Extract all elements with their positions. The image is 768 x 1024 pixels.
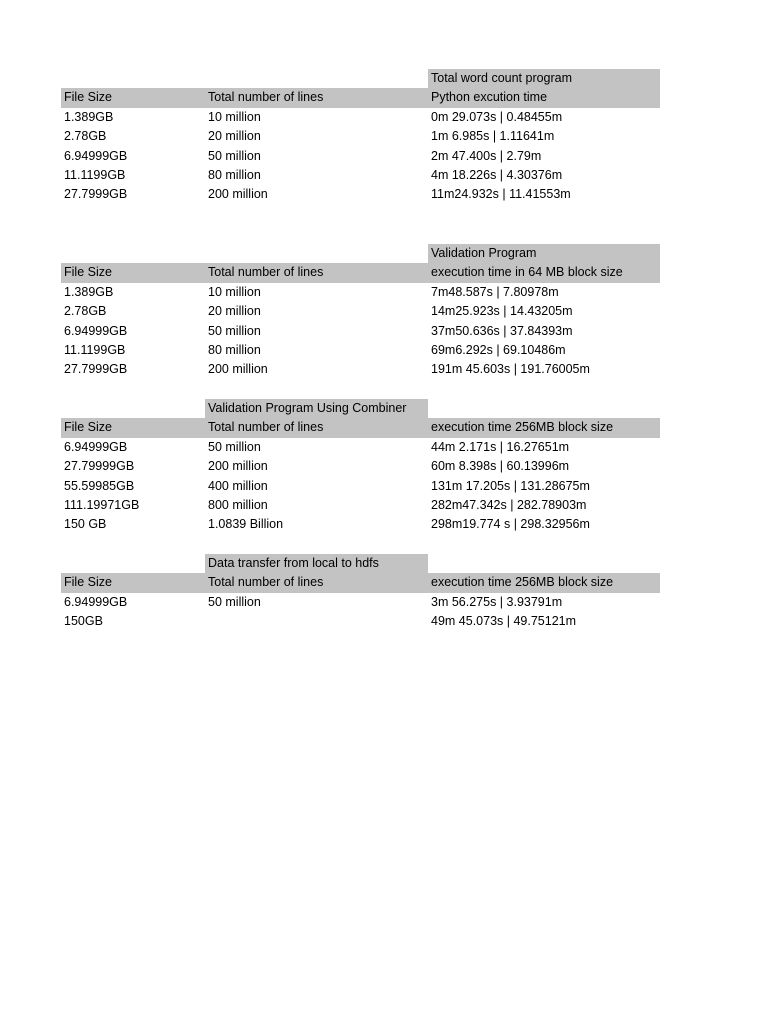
section-title: Total word count program [428, 69, 660, 88]
header-file-size: File Size [61, 418, 205, 437]
table-row [61, 185, 660, 204]
table-row [61, 593, 660, 612]
file-size-cell: 27.7999GB [64, 362, 128, 377]
lines-cell: 400 million [208, 478, 268, 493]
time-cell: 37m50.636s | 37.84393m [431, 323, 573, 338]
file-size-cell: 111.19971GB [64, 498, 140, 512]
header-total-lines: Total number of lines [205, 418, 428, 437]
lines-cell: 1.0839 Billion [208, 517, 284, 532]
file-size-cell: 27.79999GB [64, 459, 135, 474]
lines-cell: 50 million [208, 439, 261, 454]
time-cell: 0m 29.073s | 0.48455m [431, 109, 563, 124]
time-cell: 60m 8.398s | 60.13996m [431, 459, 570, 474]
file-size-cell: 2.78GB [64, 304, 107, 319]
file-size-cell: 6.94999GB [64, 439, 128, 454]
section-4-header-row [61, 573, 660, 592]
table-row [61, 127, 660, 146]
header-file-size: File Size [61, 573, 205, 592]
table-row [61, 302, 660, 321]
section-4-title-row [61, 554, 660, 573]
table-row [61, 283, 660, 302]
section-3-header-row [61, 418, 660, 437]
lines-cell: 200 million [208, 187, 268, 202]
lines-cell: 10 million [208, 284, 261, 299]
time-cell: 49m 45.073s | 49.75121m [431, 614, 577, 629]
file-size-cell: 27.7999GB [64, 187, 128, 202]
file-size-cell: 2.78GB [64, 129, 107, 144]
time-cell: 191m 45.603s | 191.76005m [431, 362, 590, 377]
time-cell: 44m 2.171s | 16.27651m [431, 439, 570, 454]
header-execution-time: execution time 256MB block size [428, 573, 660, 592]
lines-cell: 80 million [208, 343, 261, 357]
lines-cell: 20 million [208, 304, 261, 319]
section-3-title-row [61, 399, 660, 418]
file-size-cell: 150 GB [64, 517, 107, 532]
header-total-lines: Total number of lines [205, 263, 428, 282]
time-cell: 2m 47.400s | 2.79m [431, 148, 542, 163]
table-row [61, 457, 660, 476]
section-title: Validation Program [428, 244, 660, 263]
lines-cell: 200 million [208, 362, 268, 377]
header-total-lines: Total number of lines [205, 88, 428, 107]
time-cell: 1m 6.985s | 1.11641m [431, 129, 555, 144]
table-row [61, 108, 660, 127]
header-file-size: File Size [61, 263, 205, 282]
lines-cell: 200 million [208, 459, 268, 474]
section-1-title-row [61, 69, 660, 88]
lines-cell: 50 million [208, 148, 261, 163]
table-row [61, 438, 660, 457]
time-cell: 4m 18.226s | 4.30376m [431, 168, 563, 182]
header-execution-time: execution time 256MB block size [428, 418, 660, 437]
lines-cell: 80 million [208, 168, 261, 182]
header-execution-time: execution time in 64 MB block size [428, 263, 660, 282]
table-row [61, 147, 660, 166]
header-file-size: File Size [61, 88, 205, 107]
file-size-cell: 1.389GB [64, 109, 114, 124]
header-total-lines: Total number of lines [205, 573, 428, 592]
section-2-header-row [61, 263, 660, 282]
time-cell: 11m24.932s | 11.41553m [431, 187, 571, 202]
section-2-title-row [61, 244, 660, 263]
time-cell: 69m6.292s | 69.10486m [431, 343, 566, 357]
file-size-cell: 6.94999GB [64, 148, 128, 163]
time-cell: 282m47.342s | 282.78903m [431, 498, 587, 512]
table-row [61, 341, 660, 360]
table-row [61, 477, 660, 496]
header-execution-time: Python excution time [428, 88, 660, 107]
time-cell: 3m 56.275s | 3.93791m [431, 594, 563, 609]
file-size-cell: 11.1199GB [64, 168, 126, 182]
time-cell: 14m25.923s | 14.43205m [431, 304, 573, 319]
section-1-header-row [61, 88, 660, 107]
lines-cell: 800 million [208, 498, 268, 512]
file-size-cell: 11.1199GB [64, 343, 126, 357]
file-size-cell: 150GB [64, 614, 103, 629]
section-title: Validation Program Using Combiner [205, 399, 428, 418]
lines-cell: 50 million [208, 594, 261, 609]
table-row [61, 360, 660, 379]
table-row [61, 322, 660, 341]
table-row [61, 166, 660, 185]
section-title: Data transfer from local to hdfs [205, 554, 428, 573]
file-size-cell: 6.94999GB [64, 594, 128, 609]
file-size-cell: 55.59985GB [64, 478, 135, 493]
file-size-cell: 6.94999GB [64, 323, 128, 338]
table-row [61, 612, 660, 631]
lines-cell: 20 million [208, 129, 261, 144]
table-row [61, 515, 660, 534]
table-row [61, 496, 660, 515]
time-cell: 298m19.774 s | 298.32956m [431, 517, 590, 532]
lines-cell: 50 million [208, 323, 261, 338]
lines-cell [205, 612, 428, 631]
time-cell: 131m 17.205s | 131.28675m [431, 478, 590, 493]
lines-cell: 10 million [208, 109, 261, 124]
time-cell: 7m48.587s | 7.80978m [431, 284, 559, 299]
file-size-cell: 1.389GB [64, 284, 114, 299]
